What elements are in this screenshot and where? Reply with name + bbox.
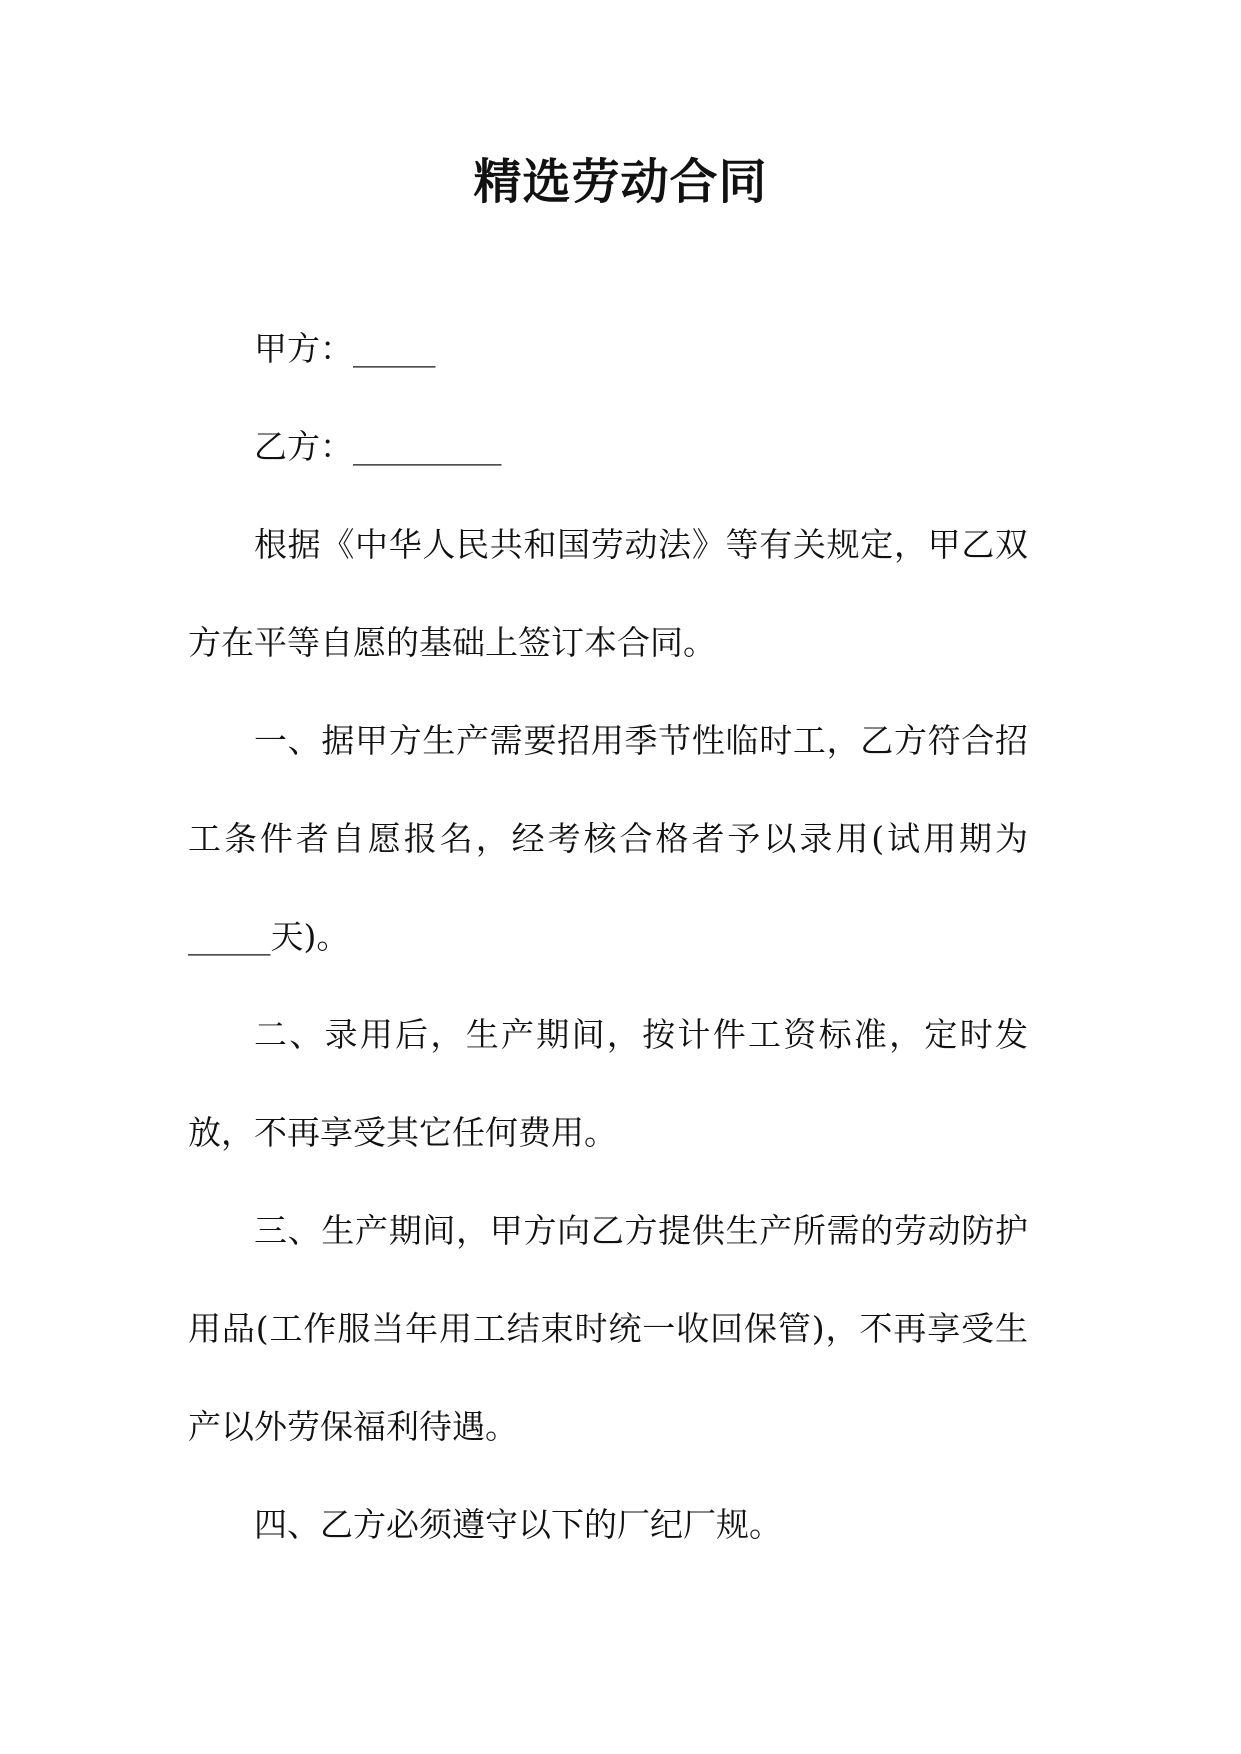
party-b-line: 乙方：_________ — [254, 427, 502, 466]
document-title: 精选劳动合同 — [473, 154, 768, 210]
clause-1-paragraph: 一、据甲方生产需要招用季节性临时工，乙方符合招工条件者自愿报名，经考核合格者予以录用(试用期为_____天)。 — [188, 721, 1028, 956]
clause-3-paragraph: 三、生产期间，甲方向乙方提供生产所需的劳动防护用品(工作服当年用工结束时统一收回保管)，不再享受生产以外劳保福利待遇。 — [188, 1211, 1028, 1446]
clause-2-paragraph: 二、录用后，生产期间，按计件工资标准，定时发放，不再享受其它任何费用。 — [188, 1015, 1028, 1152]
party-a-line: 甲方：_____ — [254, 329, 436, 368]
clause-4-paragraph: 四、乙方必须遵守以下的厂纪厂规。 — [254, 1505, 782, 1544]
document-body — [188, 300, 1028, 1574]
preamble-paragraph: 根据《中华人民共和国劳动法》等有关规定，甲乙双方在平等自愿的基础上签订本合同。 — [188, 525, 1028, 662]
